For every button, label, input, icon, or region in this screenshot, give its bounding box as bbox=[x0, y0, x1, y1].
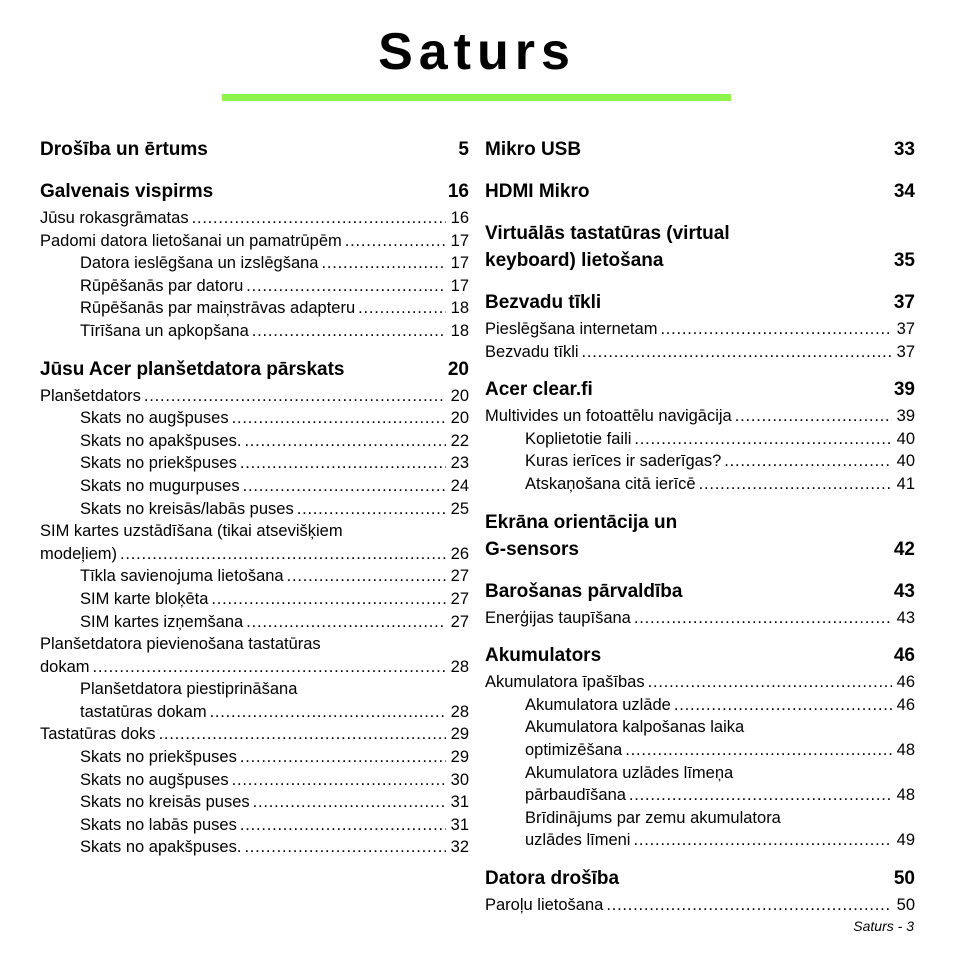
dot-leader bbox=[629, 784, 892, 807]
entry-page-number: 31 bbox=[450, 793, 469, 812]
entry-page-number: 37 bbox=[896, 320, 915, 338]
entry-title: modeļiem) bbox=[40, 544, 118, 563]
entry-title: Skats no kreisās puses bbox=[80, 793, 250, 812]
entry-title: Planšetdators bbox=[40, 386, 141, 405]
toc-section-acer-clear-fi[interactable] bbox=[485, 376, 915, 403]
entry-page-number: 49 bbox=[896, 831, 915, 850]
toc-entry[interactable] bbox=[40, 611, 469, 634]
entry-page-number: 39 bbox=[896, 407, 915, 426]
entry-title: tastatūras dokam bbox=[80, 702, 207, 721]
toc-section-datora-dros-i-ba[interactable] bbox=[485, 865, 915, 892]
toc-entry[interactable] bbox=[40, 565, 469, 588]
page-footer: Saturs - 3 bbox=[853, 918, 914, 934]
section-page-number: 5 bbox=[458, 139, 469, 160]
toc-entry[interactable] bbox=[40, 746, 469, 769]
section-title: Mikro USB bbox=[485, 139, 582, 160]
toc-entry[interactable] bbox=[40, 430, 469, 453]
toc-entry[interactable] bbox=[40, 207, 469, 230]
dot-leader bbox=[243, 475, 446, 498]
entry-title: Rūpēšanās par maiņstrāvas adapteru bbox=[80, 299, 356, 318]
toc-entry[interactable] bbox=[485, 829, 915, 852]
toc-entry[interactable] bbox=[485, 473, 915, 496]
entry-page-number: 29 bbox=[450, 748, 469, 767]
entry-title: Akumulatora īpašības bbox=[485, 673, 645, 692]
section-page-number: 37 bbox=[893, 292, 915, 313]
dot-leader bbox=[724, 450, 892, 473]
toc-section-galvenais-vispirms[interactable] bbox=[40, 178, 469, 205]
entry-title: Atskaņošana citā ierīcē bbox=[525, 474, 696, 493]
dot-leader bbox=[120, 543, 446, 566]
title-underline bbox=[222, 94, 731, 101]
entry-title: Tastatūras doks bbox=[40, 725, 156, 744]
toc-entry[interactable] bbox=[40, 543, 469, 566]
entry-title: SIM kartes izņemšana bbox=[80, 612, 244, 631]
entry-title: Kuras ierīces ir saderīgas? bbox=[525, 452, 722, 471]
dot-leader bbox=[253, 791, 446, 814]
dot-leader bbox=[606, 894, 892, 917]
dot-leader bbox=[159, 723, 446, 746]
entry-page-number: 22 bbox=[450, 431, 469, 450]
dot-leader bbox=[192, 207, 446, 230]
toc-section-heading-cont[interactable] bbox=[485, 536, 915, 563]
section-page-number: 50 bbox=[893, 867, 915, 889]
entry-title: Enerģijas taupīšana bbox=[485, 608, 631, 627]
entry-title: Skats no labās puses bbox=[80, 815, 237, 834]
entry-page-number: 28 bbox=[450, 702, 469, 721]
section-title: Drošība un ērtums bbox=[40, 139, 208, 160]
entry-title: Skats no priekšpuses bbox=[80, 748, 237, 767]
dot-leader bbox=[735, 405, 892, 428]
dot-leader bbox=[674, 694, 892, 717]
section-title: Acer clear.fi bbox=[485, 379, 593, 401]
toc-entry[interactable] bbox=[40, 230, 469, 253]
section-title-cont: keyboard) lietošana bbox=[485, 250, 664, 271]
dot-leader bbox=[287, 565, 446, 588]
toc-entry[interactable] bbox=[485, 607, 915, 630]
toc-entry-text[interactable]: Planšetdatora piestiprināšana bbox=[80, 680, 298, 699]
section-title: Ekrāna orientācija un bbox=[485, 511, 678, 533]
dot-leader bbox=[634, 607, 892, 630]
entry-title: dokam bbox=[40, 657, 90, 676]
toc-entry[interactable] bbox=[40, 588, 469, 611]
entry-page-number: 40 bbox=[896, 429, 915, 448]
entry-title: Skats no mugurpuses bbox=[80, 476, 240, 495]
entry-page-number: 28 bbox=[450, 657, 469, 676]
entry-page-number: 17 bbox=[450, 254, 469, 273]
section-page-number: 42 bbox=[893, 538, 915, 560]
entry-title: Multivides un fotoattēlu navigācija bbox=[485, 407, 732, 426]
dot-leader bbox=[625, 739, 892, 762]
dot-leader bbox=[244, 430, 446, 453]
dot-leader bbox=[345, 230, 446, 253]
entry-title: Skats no priekšpuses bbox=[80, 454, 237, 473]
toc-entry[interactable] bbox=[485, 671, 915, 694]
toc-entry[interactable] bbox=[40, 452, 469, 475]
entry-title: Koplietotie faili bbox=[525, 429, 632, 448]
toc-entry[interactable] bbox=[40, 385, 469, 408]
toc-entry[interactable] bbox=[485, 739, 915, 762]
toc-entry-text[interactable]: Akumulatora kalpošanas laika bbox=[525, 718, 745, 737]
dot-leader bbox=[358, 297, 446, 320]
entry-page-number: 29 bbox=[450, 725, 469, 744]
section-title: Barošanas pārvaldība bbox=[485, 580, 683, 602]
entry-page-number: 24 bbox=[450, 476, 469, 495]
toc-section-baros-anas-pa-rvaldi-ba[interactable] bbox=[485, 578, 915, 605]
entry-page-number: 18 bbox=[450, 321, 469, 340]
toc-section-ju-su-acer-plans-etdatora-pa-rskats[interactable] bbox=[40, 356, 469, 383]
entry-page-number: 23 bbox=[450, 454, 469, 473]
dot-leader bbox=[144, 385, 446, 408]
section-page-number: 35 bbox=[893, 250, 915, 271]
toc-section-heading-cont[interactable] bbox=[485, 247, 915, 274]
toc-entry[interactable] bbox=[40, 723, 469, 746]
entry-page-number: 16 bbox=[450, 209, 469, 227]
entry-title: SIM karte bloķēta bbox=[80, 589, 209, 608]
section-page-number: 16 bbox=[447, 181, 469, 202]
entry-page-number: 20 bbox=[450, 386, 469, 405]
entry-title: Datora ieslēgšana un izslēgšana bbox=[80, 254, 319, 273]
toc-entry[interactable] bbox=[485, 405, 915, 428]
entry-title: Bezvadu tīkli bbox=[485, 342, 579, 361]
entry-page-number: 37 bbox=[896, 342, 915, 361]
entry-page-number: 17 bbox=[450, 231, 469, 250]
section-title: Virtuālās tastatūras (virtual bbox=[485, 223, 730, 244]
entry-title: optimizēšana bbox=[525, 740, 623, 759]
entry-title: uzlādes līmeni bbox=[525, 831, 631, 850]
toc-entry[interactable] bbox=[40, 836, 469, 859]
toc-left-column bbox=[40, 136, 469, 859]
dot-leader bbox=[211, 588, 446, 611]
page-title: Saturs bbox=[378, 23, 576, 81]
toc-entry-text[interactable]: Akumulatora uzlādes līmeņa bbox=[525, 763, 734, 782]
entry-title: Tīrīšana un apkopšana bbox=[80, 321, 249, 340]
toc-entry[interactable] bbox=[40, 407, 469, 430]
dot-leader bbox=[699, 473, 892, 496]
toc-entry[interactable] bbox=[485, 784, 915, 807]
dot-leader bbox=[210, 701, 446, 724]
toc-section-akumulators[interactable] bbox=[485, 642, 915, 669]
toc-section-dros-i-ba-un-e-rtums[interactable] bbox=[40, 136, 469, 163]
toc-entry[interactable] bbox=[40, 275, 469, 298]
toc-entry-text[interactable]: Planšetdatora pievienošana tastatūras bbox=[40, 635, 321, 654]
section-title: HDMI Mikro bbox=[485, 181, 590, 202]
entry-title: Jūsu rokasgrāmatas bbox=[40, 209, 189, 227]
section-title: Jūsu Acer planšetdatora pārskats bbox=[40, 358, 345, 380]
toc-section-hdmi-mikro[interactable] bbox=[485, 178, 915, 205]
entry-page-number: 46 bbox=[896, 673, 915, 692]
entry-page-number: 48 bbox=[896, 740, 915, 759]
dot-leader bbox=[240, 814, 446, 837]
dot-leader bbox=[648, 671, 892, 694]
dot-leader bbox=[252, 320, 446, 343]
dot-leader bbox=[634, 428, 892, 451]
entry-title: Paroļu lietošana bbox=[485, 895, 604, 914]
dot-leader bbox=[246, 611, 446, 634]
entry-page-number: 30 bbox=[450, 770, 469, 789]
dot-leader bbox=[246, 275, 446, 298]
entry-page-number: 46 bbox=[896, 695, 915, 714]
toc-entry[interactable] bbox=[485, 450, 915, 473]
entry-page-number: 17 bbox=[450, 276, 469, 295]
section-page-number: 34 bbox=[893, 181, 915, 202]
section-title-cont: G-sensors bbox=[485, 538, 579, 560]
entry-title: Tīkla savienojuma lietošana bbox=[80, 567, 284, 586]
dot-leader bbox=[244, 836, 446, 859]
dot-leader bbox=[582, 341, 892, 364]
toc-entry[interactable] bbox=[40, 701, 469, 724]
entry-title: Pieslēgšana internetam bbox=[485, 320, 658, 338]
entry-title: Skats no kreisās/labās puses bbox=[80, 499, 294, 518]
entry-page-number: 40 bbox=[896, 452, 915, 471]
section-page-number: 33 bbox=[893, 139, 915, 160]
dot-leader bbox=[232, 407, 446, 430]
entry-title: Skats no augšpuses bbox=[80, 409, 229, 428]
toc-entry[interactable] bbox=[40, 475, 469, 498]
entry-page-number: 20 bbox=[450, 409, 469, 428]
section-page-number: 39 bbox=[893, 379, 915, 401]
toc-entry[interactable] bbox=[40, 320, 469, 343]
toc-section-mikro-usb[interactable] bbox=[485, 136, 915, 163]
toc-entry[interactable] bbox=[40, 252, 469, 275]
entry-page-number: 27 bbox=[450, 567, 469, 586]
entry-page-number: 26 bbox=[450, 544, 469, 563]
entry-page-number: 41 bbox=[896, 474, 915, 493]
entry-page-number: 32 bbox=[450, 838, 469, 857]
toc-entry[interactable] bbox=[40, 769, 469, 792]
entry-page-number: 18 bbox=[450, 299, 469, 318]
entry-page-number: 50 bbox=[896, 895, 915, 914]
toc-entry[interactable] bbox=[40, 814, 469, 837]
section-title: Datora drošība bbox=[485, 867, 620, 889]
section-title: Galvenais vispirms bbox=[40, 181, 214, 202]
toc-entry[interactable] bbox=[40, 297, 469, 320]
dot-leader bbox=[93, 656, 446, 679]
section-title: Akumulators bbox=[485, 645, 602, 667]
dot-leader bbox=[322, 252, 447, 275]
toc-entry-text[interactable]: Brīdinājums par zemu akumulatora bbox=[525, 808, 781, 827]
entry-title: Skats no augšpuses bbox=[80, 770, 229, 789]
section-page-number: 43 bbox=[893, 580, 915, 602]
dot-leader bbox=[297, 498, 446, 521]
toc-entry[interactable] bbox=[40, 656, 469, 679]
toc-entry[interactable] bbox=[40, 791, 469, 814]
toc-entry[interactable] bbox=[485, 341, 915, 364]
toc-section-heading[interactable] bbox=[485, 509, 915, 536]
toc-section-bezvadu-ti-kli[interactable] bbox=[485, 289, 915, 316]
entry-title: Skats no apakšpuses. bbox=[80, 838, 242, 857]
dot-leader bbox=[232, 769, 446, 792]
entry-title: Padomi datora lietošanai un pamatrūpēm bbox=[40, 231, 342, 250]
entry-page-number: 48 bbox=[896, 786, 915, 805]
toc-entry[interactable] bbox=[485, 894, 915, 917]
dot-leader bbox=[633, 829, 892, 852]
section-page-number: 20 bbox=[447, 358, 469, 380]
entry-title: pārbaudīšana bbox=[525, 786, 626, 805]
toc-entry[interactable] bbox=[40, 498, 469, 521]
toc-entry[interactable] bbox=[485, 428, 915, 451]
dot-leader bbox=[240, 746, 446, 769]
entry-page-number: 27 bbox=[450, 612, 469, 631]
entry-page-number: 31 bbox=[450, 815, 469, 834]
toc-entry-text[interactable]: SIM kartes uzstādīšana (tikai atsevišķiem bbox=[40, 522, 343, 541]
toc-entry[interactable] bbox=[485, 318, 915, 341]
entry-title: Rūpēšanās par datoru bbox=[80, 276, 244, 295]
entry-page-number: 25 bbox=[450, 499, 469, 518]
entry-title: Skats no apakšpuses. bbox=[80, 431, 242, 450]
dot-leader bbox=[660, 318, 892, 341]
entry-page-number: 27 bbox=[450, 589, 469, 608]
section-title: Bezvadu tīkli bbox=[485, 292, 602, 313]
entry-title: Akumulatora uzlāde bbox=[525, 695, 671, 714]
toc-section-heading[interactable] bbox=[485, 220, 915, 247]
toc-right-column bbox=[485, 136, 915, 917]
toc-entry[interactable] bbox=[485, 694, 915, 717]
section-page-number: 46 bbox=[893, 645, 915, 667]
dot-leader bbox=[240, 452, 446, 475]
entry-page-number: 43 bbox=[896, 608, 915, 627]
